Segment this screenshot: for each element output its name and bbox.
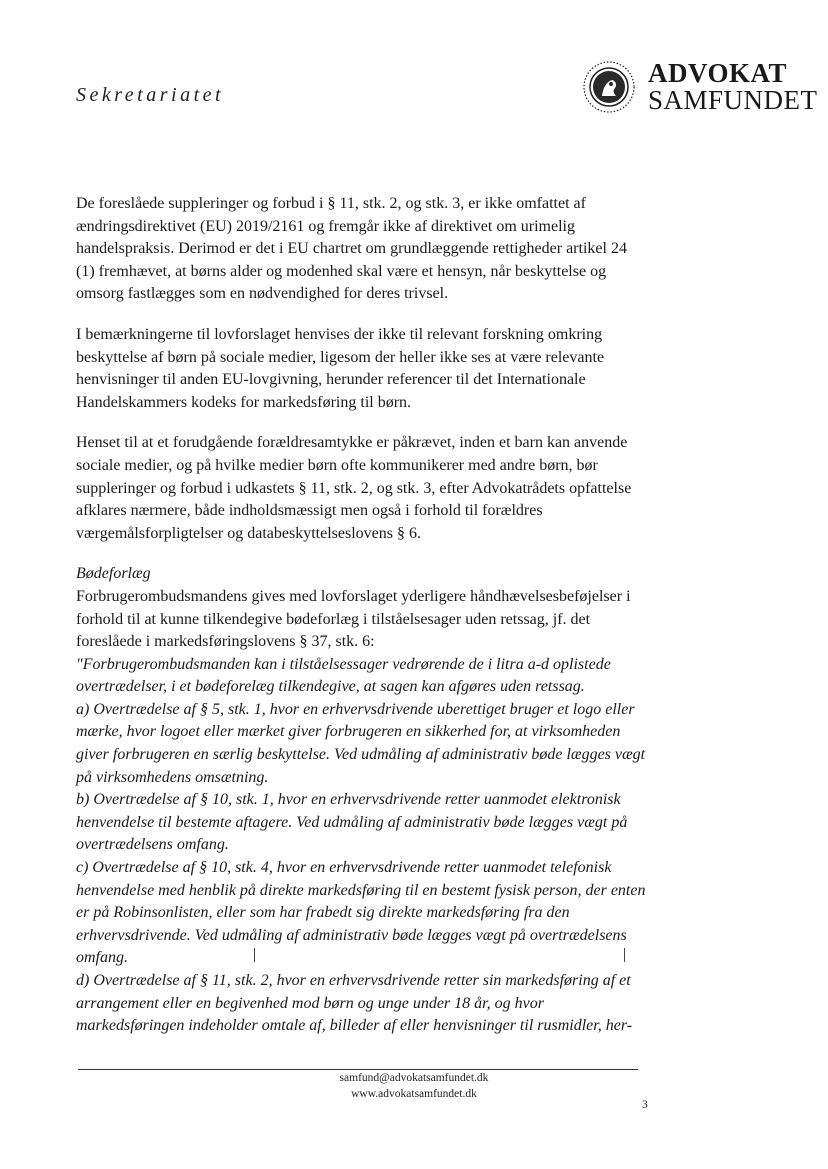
section-bodeforlaeg [76, 563, 646, 1037]
margin-mark [254, 948, 255, 962]
footer-divider [78, 1069, 638, 1070]
letter-body [76, 193, 646, 1038]
quote-item-d: d) Overtrædelse af § 11, stk. 2, hvor en erhvervsdrivende retter sin markedsføring af et arrangement eller en begivenhed mod børn og unge under 18 år, og hvor markedsføringen indeholder omtale af, billeder af eller henvisninger til rusmidler, her- [76, 972, 633, 1035]
seal-icon [582, 60, 636, 114]
paragraph: De foreslåede suppleringer og forbud i § 11, stk. 2, og stk. 3, er ikke omfattet af ændringsdirektivet (EU) 2019/2161 og fremgår ikke af direktivet om urimelig handelspraksis. Derimod er det i EU chartret om grundlæggende rettigheder artikel 24 (1) fremhævet, at børns alder og modenhed skal være et hensyn, når beskyttelse og omsorg fastlægges som en nødvendighed for deres trivsel. [76, 195, 627, 303]
paragraph: Henset til at et forudgående forældresamtykke er påkrævet, inden et barn kan anvende sociale medier, og på hvilke medier børn ofte kommunikerer med andre børn, bør suppleringer og forbud i udkastets § 11, stk. 2, og stk. 3, efter Advokatrådets opfattelse afklares nærmere, både indholdsmæssigt men også i forhold til forældres værgemålsforpligtelser og databeskyttelseslovens § 6. [76, 434, 632, 542]
footer-email: samfund@advokatsamfundet.dk [339, 1072, 489, 1084]
quote-item-c: c) Overtrædelse af § 10, stk. 4, hvor en erhvervsdrivende retter uanmodet telefonisk henvendelse med henblik på direkte markedsføring til en bestemt fysisk person, der enten er på Robinsonlisten, eller som har frabedt sig direkte markedsføring fra den erhvervsdrivende. Ved udmåling af administrativ bøde lægges vægt på overtrædelsens omfang. [76, 859, 646, 967]
logo-text-samfundet: SAMFUNDET [648, 85, 818, 115]
footer-website: www.advokatsamfundet.dk [351, 1088, 477, 1100]
quote-item-a: a) Overtrædelse af § 5, stk. 1, hvor en erhvervsdrivende uberettiget bruger et logo eller mærke, hvor logoet eller mærket giver forbrugeren en sikkerhed for, at virksomheden giver forbrugeren en særlig beskyttelse. Ved udmåling af administrativ bøde lægges vægt på virksomhedens omsætning. [76, 700, 646, 786]
section-heading: Bødeforlæg [76, 565, 151, 583]
quote-intro: "Forbrugerombudsmanden kan i tilståelsessager vedrørende de i litra a-d oplistede overtrædelser, i et bødeforelæg tilkendegive, at sagen kan afgøres uden retssag. [76, 655, 611, 696]
quote-item-b: b) Overtrædelse af § 10, stk. 1, hvor en erhvervsdrivende retter uanmodet elektronisk henvendelse til bestemte aftagere. Ved udmåling af administrativ bøde lægges vægt på overtrædelsens omfang. [76, 791, 628, 854]
paragraph: I bemærkningerne til lovforslaget henvises der ikke til relevant forskning omkring beskyttelse af børn på sociale medier, ligesom der heller ikke ses at være relevante henvisninger til anden EU-lovgivning, herunder referencer til det Internationale Handelskammers kodeks for markedsføring til børn. [76, 325, 605, 411]
margin-mark [624, 948, 625, 962]
section-intro: Forbrugerombudsmandens gives med lovforslaget yderligere håndhævelsesbeføjelser i forhold til at kunne tilkendegive bødeforlæg i tilståelsesager uden retssag, jf. det foreslåede i markedsføringslovens § 37, stk. 6: [76, 587, 631, 651]
logo-text-advokat: ADVOKAT [648, 58, 787, 88]
section-title: Sekretariatet [76, 84, 225, 106]
advokatsamfundet-logo [582, 58, 818, 118]
page-number: 3 [642, 1099, 648, 1111]
